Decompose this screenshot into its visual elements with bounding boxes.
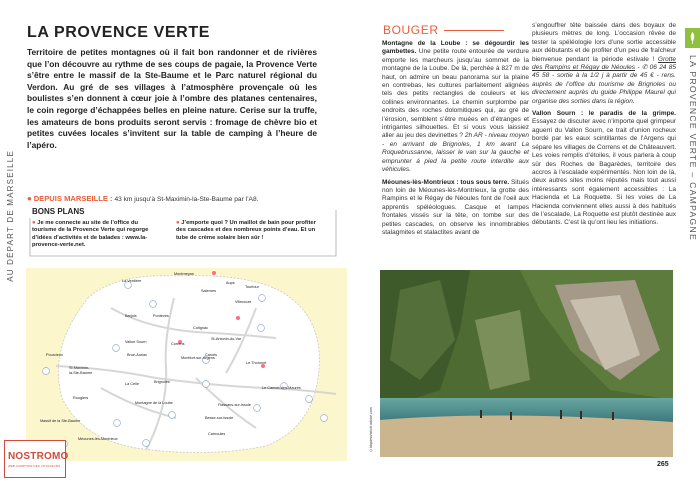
bons-plans-item: ● J’emporte quoi ? Un maillot de bain pour profiter des cascades et des nombreux points d’eau. Et un tube de crème solaire bien sûr ! xyxy=(176,220,316,241)
svg-text:Montagne de la Loube: Montagne de la Loube xyxy=(135,401,173,405)
map-drawing xyxy=(26,268,347,461)
photo-illustration xyxy=(380,270,673,457)
location-pin-icon: ● xyxy=(27,194,32,203)
svg-text:Barjols: Barjols xyxy=(125,314,137,318)
section-heading: BOUGER xyxy=(383,23,439,37)
svg-text:Montfort-sur-Argens: Montfort-sur-Argens xyxy=(181,356,215,360)
bons-plans-box xyxy=(26,204,338,258)
svg-text:La Verdière: La Verdière xyxy=(122,279,142,283)
svg-text:Cotignac: Cotignac xyxy=(193,326,208,330)
svg-text:Brignoles: Brignoles xyxy=(154,380,170,384)
page-title: LA PROVENCE VERTE xyxy=(27,24,210,41)
photo-credit: ©hiapimo/stock.adobe.com xyxy=(369,407,373,452)
svg-text:Carnoules: Carnoules xyxy=(208,432,226,436)
svg-text:Villecroze: Villecroze xyxy=(235,300,252,304)
svg-text:Vallon Sourn: Vallon Sourn xyxy=(125,340,147,344)
svg-text:Besse-sur-Issole: Besse-sur-Issole xyxy=(205,416,234,420)
leaf-icon xyxy=(689,32,696,44)
svg-text:Montmeyan: Montmeyan xyxy=(174,272,194,276)
nostromo-logo xyxy=(4,440,69,478)
subsection-head: Méounes-lès-Montrieux : tous sous terre. xyxy=(382,178,510,186)
region-map xyxy=(26,268,347,461)
svg-text:Salernes: Salernes xyxy=(201,289,216,293)
text-column-2: s’engouffrer tête baissée dans des boyaux de plusieurs mètres de long. L’occasion rêvée de tester la spéléologie lors d’une sortie accessible aux débutants et de profiter d’un peu de fraîcheur bienvenue pendant la période estivale ! Grotte des Rampins et Régay de Néoules - ✆ 06 24 85 45 58 - sortie à la 1/2 j à partir de 45 € - rens. auprès de l’office du tourisme de Brignoles ou directement auprès du guide Philippe Maurel qui organise des sorties dans la région. Vallon Sourn : le paradis de la grimpe. Essayez de discuter avec n’importe quel grimpeur aguerri du Vallon Sourn, ce trait d’union rocheux bordé par les eaux scintillantes de l’Argens qui sépare les villages de Correns et de Châteauvert. Les voies remplis d’étoiles, il vous parlera à coup sûr des Roches de Bagarèdes, territoire des accros à l’escalade expérimentés. Non loin de là, deux autres sites moins réputés mais tout aussi intéressants sont également accessibles : La Hacienda et La Roquette. Si les voies de La Hacienda conviennent elles aussi à des habitués de l’escalade, La Roquette est plutôt destinée aux débutants. C’est là qu’ont lieu les initiations. xyxy=(532,22,676,227)
bons-plans-title: BONS PLANS xyxy=(32,207,85,216)
logo-word: NOSTROMO xyxy=(8,451,69,462)
svg-text:La Celle: La Celle xyxy=(125,382,139,386)
svg-text:la-Ste-Baume: la-Ste-Baume xyxy=(69,371,93,375)
svg-text:Rougiers: Rougiers xyxy=(73,396,89,400)
page-number: 265 xyxy=(657,461,669,468)
text-column-1: Montagne de la Loube : se dégourdir les gambettes. Une petite route entourée de verdure emporte les marcheurs jusqu’au sommet de la montagne de la Loube. De là, perchée à 827 m de haut, on admire un beau panorama sur la plaine en contrebas, les cultures parfaitement alignées tels des petits rectangles de couleurs et les collines environnantes. Le chemin surplombe par endroits des roches dolomitiques qui, au gré de l’érosion, semblent s’être muées en d’étranges et intrigantes silhouettes. Et si vous vous laissiez aller au jeu des devinettes ? 2h AR - niveau moyen - en arrivant de Brignoles, 1 km avant La Roquebrussanne, laisser le van sur la gauche et emprunter à pied la petite route interdite aux véhicules. Méounes-lès-Montrieux : tous sous terre. Situés non loin de Méounes-lès-Montrieux, la grotte des Rampins et le Régay de Néoules font de l’oeil aux apprentis spéléologues. Casque et lampes frontales vissés sur la tête, on tombe sur des petites cascades, on observe les innombrables stalagmites et stalactites avant de xyxy=(382,40,530,236)
svg-text:Méounes-lès-Montrieux: Méounes-lès-Montrieux xyxy=(78,437,118,441)
subsection-head: Vallon Sourn : le paradis de la grimpe. xyxy=(532,110,676,118)
svg-text:St-Antonin-du-Var: St-Antonin-du-Var xyxy=(211,337,242,341)
svg-text:Pourcieux: Pourcieux xyxy=(46,353,63,357)
right-side-tab: LA PROVENCE VERTE – CAMPAGNE xyxy=(688,55,698,242)
depuis-label: DEPUIS MARSEILLE : xyxy=(33,194,113,203)
depuis-marseille xyxy=(27,194,327,203)
canyon-photo xyxy=(380,270,673,457)
bullet-icon: ● xyxy=(32,220,36,226)
svg-text:Massif de la Ste-Baume: Massif de la Ste-Baume xyxy=(40,419,81,423)
bons-plans-item: ● Je me connecte au site de l’office du tourisme de la Provence Verte qui regorge d’idées d’activités et de balades : www.la-provence-verte.net. xyxy=(32,220,149,249)
intro-paragraph: Territoire de petites montagnes où il fait bon randonner et de rivières que l’on découvre au rythme de ses coups de pagaie, la Provence Verte s’être entre le massif de la Ste-Baume et le Parc naturel régional du Verdon. Au gré de ses villages à l’atmosphère provençale où les boulistes s’en donnent à cœur joie à l’ombre des platanes centenaires, le coin regorge d’échappées belles en pleine nature. Cerise sur la truffe, les amateurs de bons produits seront servis : fromage de chèvre bio et petites cuvées locales s’invitent sur la table de camping à l’heure de l’apéro. xyxy=(27,47,317,150)
svg-text:Flassans-sur-Issole: Flassans-sur-Issole xyxy=(218,403,251,407)
svg-text:Carcès: Carcès xyxy=(205,353,218,357)
logo-subtitle: WEB COMPTOIR DES VOYAGEURS xyxy=(8,464,61,468)
svg-text:Aups: Aups xyxy=(226,281,235,285)
svg-text:Brue-Auriac: Brue-Auriac xyxy=(127,353,148,357)
subsection-head: Montagne de la Loube : se dégourdir les gambettes. xyxy=(382,40,529,56)
bullet-icon: ● xyxy=(176,220,180,226)
svg-text:Tourtour: Tourtour xyxy=(245,285,259,289)
heading-rule xyxy=(444,30,504,31)
svg-text:Pontevès: Pontevès xyxy=(153,314,169,318)
svg-text:Correns: Correns xyxy=(171,342,185,346)
grotte-link[interactable]: Grotte des Rampins et Régay de Néoules xyxy=(532,55,676,72)
depuis-text: 43 km jusqu’à St-Maximin-la-Ste-Baume par l’A8. xyxy=(114,196,259,203)
svg-text:Le Thoronet: Le Thoronet xyxy=(246,361,267,365)
svg-text:St-Maximin-: St-Maximin- xyxy=(69,366,90,370)
left-side-tab: AU DÉPART DE MARSEILLE xyxy=(6,150,15,282)
svg-text:Le Cannet-des-Maures: Le Cannet-des-Maures xyxy=(262,386,301,390)
